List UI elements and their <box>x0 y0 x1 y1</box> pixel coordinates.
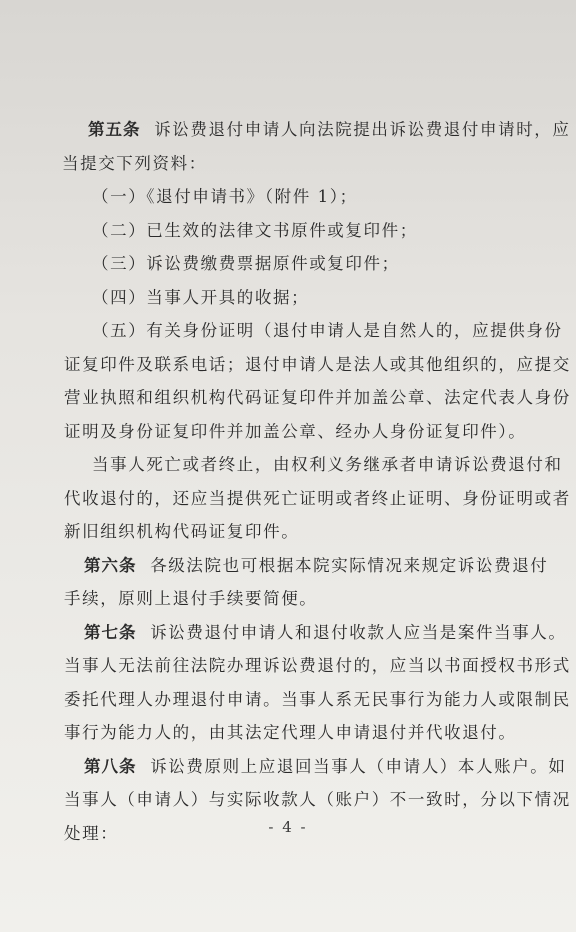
successor-line-2: 代收退付的，还应当提供死亡证明或者终止证明、身份证明或者 <box>64 488 571 508</box>
article-7-line-4: 事行为能力人的，由其法定代理人申请退付并代收退付。 <box>64 723 517 742</box>
article-7-line-3: 委托代理人办理退付申请。当事人系无民事行为能力人或限制民 <box>64 689 571 709</box>
article-5-title: 第五条 <box>88 120 141 139</box>
article-7-title: 第七条 <box>84 622 137 642</box>
successor-line-3: 新旧组织机构代码证复印件。 <box>64 522 300 541</box>
article-7 <box>64 616 571 750</box>
article-5 <box>62 113 571 180</box>
item-5-line-4: 证明及身份证复印件并加盖公章、经办人身份证复印件）。 <box>64 421 527 441</box>
article-5-line-2: 当提交下列资料： <box>62 153 207 173</box>
article-6-line-1: 第六条 各级法院也可根据本院实际情况来规定诉讼费退付 <box>84 555 549 575</box>
paragraph-successor <box>64 448 571 549</box>
article-7-line-2: 当事人无法前往法院办理诉讼费退付的，应当以书面授权书形式 <box>64 656 571 675</box>
page-number: - 4 - <box>268 818 308 836</box>
successor-line-1: 当事人死亡或者终止，由权利义务继承者申请诉讼费退付和 <box>92 455 563 474</box>
article-6-line-2: 手续，原则上退付手续要简便。 <box>64 589 318 608</box>
document-body <box>62 113 571 850</box>
article-5-line-1: 第五条 诉讼费退付申请人向法院提出诉讼费退付申请时，应 <box>88 120 571 139</box>
list-item: （一）《退付申请书》（附件 1）； <box>92 187 358 206</box>
article-6-title: 第六条 <box>84 555 137 575</box>
article-8-line-2: 当事人（申请人）与实际收款人（账户）不一致时，分以下情况 <box>64 790 571 809</box>
item-5-line-3: 营业执照和组织机构代码证复印件并加盖公章、法定代表人身份 <box>64 388 571 407</box>
list-item: （三）诉讼费缴费票据原件或复印件； <box>92 254 400 273</box>
article-7-line-1: 第七条 诉讼费退付申请人和退付收款人应当是案件当事人。 <box>84 622 567 642</box>
list-item-5 <box>64 314 571 448</box>
item-5-line-2: 证复印件及联系电话；退付申请人是法人或其他组织的，应提交 <box>64 354 571 374</box>
article-8-line-1: 第八条 诉讼费原则上应退回当事人（申请人）本人账户。如 <box>84 756 567 776</box>
article-8-line-3: 处理： <box>64 823 119 843</box>
article-6 <box>64 549 549 616</box>
item-5-line-1: （五）有关身份证明（退付申请人是自然人的，应提供身份 <box>92 321 563 340</box>
list-item: （二）已生效的法律文书原件或复印件； <box>92 220 418 240</box>
article-8-title: 第八条 <box>84 756 137 776</box>
list-item: （四）当事人开具的收据； <box>92 287 310 307</box>
